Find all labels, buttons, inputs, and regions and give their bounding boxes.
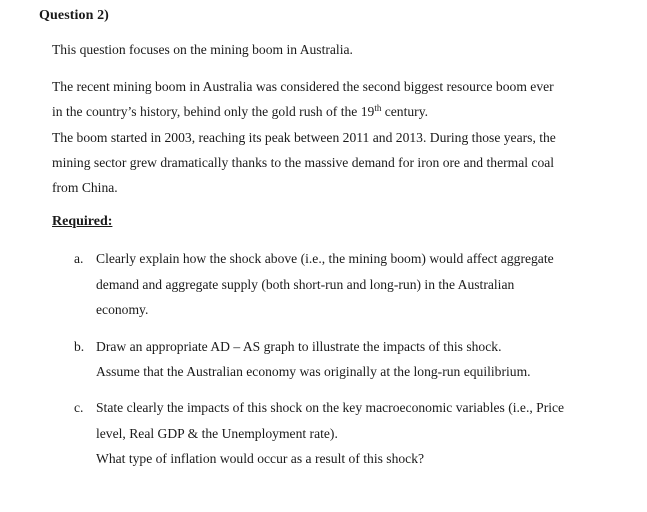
item-a-line-3: economy.: [96, 302, 149, 317]
item-c-line-3: What type of inflation would occur as a result of this shock?: [96, 451, 425, 466]
required-heading: Required:: [52, 214, 113, 229]
item-marker: b.: [74, 339, 85, 354]
intro-text: This question focuses on the mining boom in Australia.: [52, 42, 353, 57]
item-b-line-2: Assume that the Australian economy was originally at the long-run equilibrium.: [96, 364, 531, 379]
paragraph-line-4: mining sector grew dramatically thanks to the massive demand for iron ore and thermal coal: [52, 155, 555, 170]
paragraph-line-2-text: in the country’s history, behind only the gold rush of the 19: [52, 104, 375, 119]
paragraph-line-2: [52, 104, 428, 120]
item-marker: a.: [74, 251, 84, 266]
paragraph-line-3: The boom started in 2003, reaching its peak between 2011 and 2013. During those years, the: [52, 130, 556, 145]
ordinal-suffix: th: [374, 103, 382, 113]
paragraph-line-1: The recent mining boom in Australia was considered the second biggest resource boom ever: [52, 79, 554, 94]
question-title: Question 2): [39, 8, 109, 23]
item-c-line-2: level, Real GDP & the Unemployment rate).: [96, 426, 338, 441]
item-a-line-1: Clearly explain how the shock above (i.e., the mining boom) would affect aggregate: [96, 251, 554, 266]
item-c-line-1: State clearly the impacts of this shock on the key macroeconomic variables (i.e., Price: [96, 400, 565, 415]
paragraph-line-5: from China.: [52, 180, 118, 195]
item-a-line-2: demand and aggregate supply (both short-run and long-run) in the Australian: [96, 277, 515, 292]
item-marker: c.: [74, 400, 84, 415]
paragraph-line-2-end: century.: [381, 104, 429, 119]
item-b-line-1: Draw an appropriate AD – AS graph to illustrate the impacts of this shock.: [96, 339, 502, 354]
